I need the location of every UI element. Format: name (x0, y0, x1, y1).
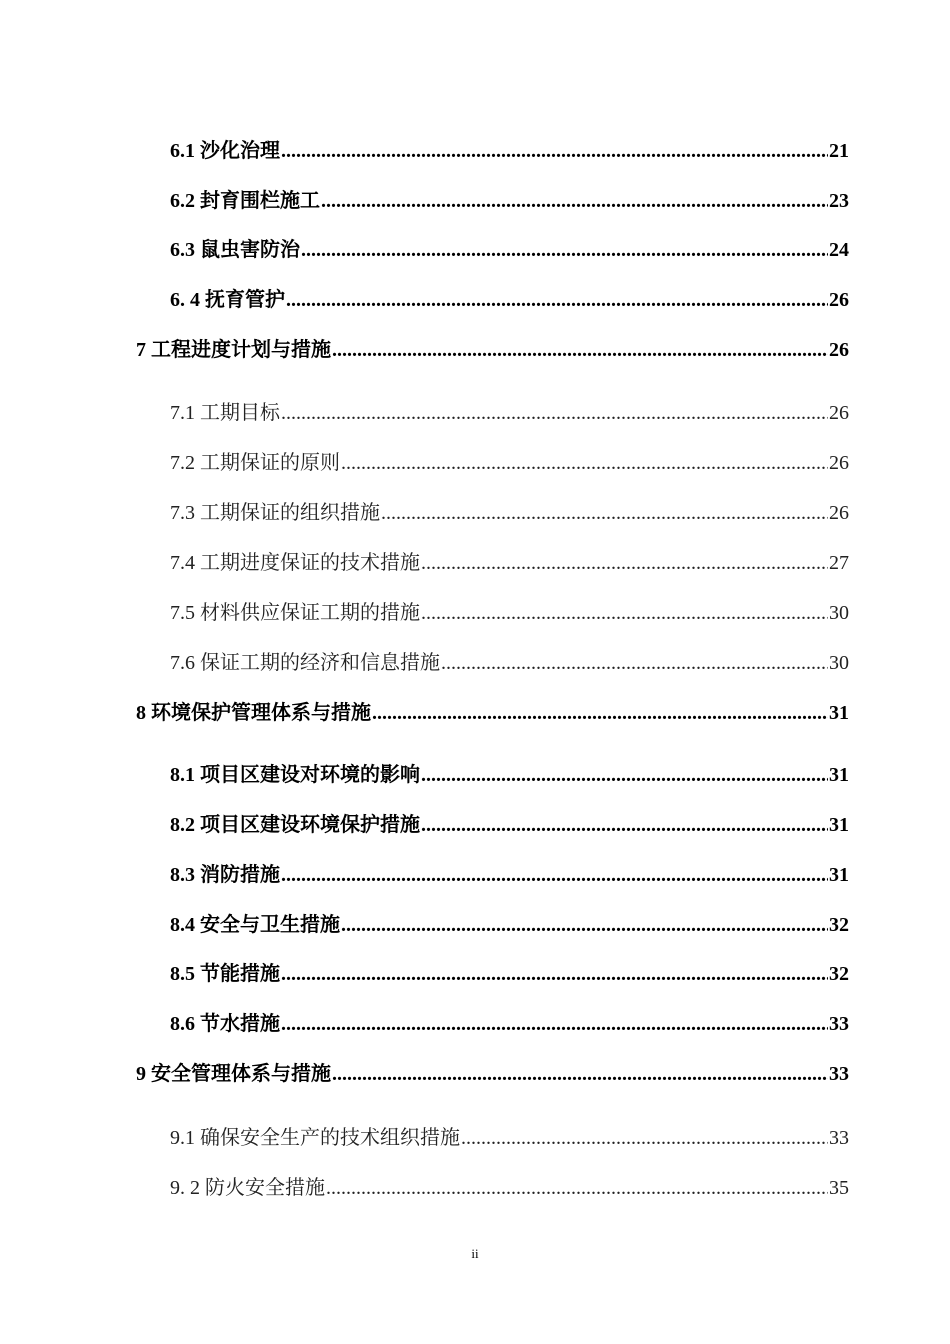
toc-entry[interactable] (170, 761, 849, 789)
dot-leader (381, 499, 828, 527)
toc-entry[interactable] (170, 649, 849, 677)
toc-entry-title: 6.1 沙化治理 (170, 140, 280, 162)
toc-entry[interactable] (170, 187, 849, 215)
toc-entry[interactable] (170, 137, 849, 165)
toc-entry-page: 33 (829, 1063, 849, 1085)
toc-entry-title: 8.3 消防措施 (170, 864, 280, 886)
toc-entry[interactable] (170, 286, 849, 314)
toc-entry-page: 26 (829, 502, 849, 524)
toc-entry-title: 7 工程进度计划与措施 (136, 339, 331, 361)
dot-leader (341, 911, 828, 939)
dot-leader (332, 1060, 828, 1088)
toc-entry[interactable] (170, 449, 849, 477)
toc-entry-page: 26 (829, 289, 849, 311)
dot-leader (281, 1010, 828, 1038)
toc-entry[interactable] (170, 1174, 849, 1202)
toc-entry-title: 7.6 保证工期的经济和信息措施 (170, 652, 440, 674)
toc-entry-page: 33 (829, 1013, 849, 1035)
toc-entry-title: 7.4 工期进度保证的技术措施 (170, 552, 420, 574)
toc-entry-title: 7.1 工期目标 (170, 402, 280, 424)
toc-entry-page: 26 (829, 452, 849, 474)
toc-entry[interactable] (170, 1124, 849, 1152)
dot-leader (341, 449, 828, 477)
page-number-footer: ii (471, 1246, 479, 1261)
dot-leader (281, 137, 828, 165)
toc-entry[interactable] (170, 811, 849, 839)
toc-chapter-entry[interactable] (136, 1060, 849, 1088)
toc-entry[interactable] (170, 399, 849, 427)
toc-entry[interactable] (170, 599, 849, 627)
toc-entry-title: 8.2 项目区建设环境保护措施 (170, 814, 420, 836)
dot-leader (326, 1174, 828, 1202)
toc-entry-page: 27 (829, 552, 849, 574)
dot-leader (281, 399, 828, 427)
toc-entry-title: 7.3 工期保证的组织措施 (170, 502, 380, 524)
toc-entry-title: 8 环境保护管理体系与措施 (136, 702, 371, 724)
toc-entry-title: 8.4 安全与卫生措施 (170, 914, 340, 936)
toc-entry[interactable] (170, 861, 849, 889)
toc-entry-page: 24 (829, 239, 849, 261)
dot-leader (421, 549, 828, 577)
toc-entry-title: 8.6 节水措施 (170, 1013, 280, 1035)
dot-leader (421, 761, 828, 789)
toc-entry-title: 6. 4 抚育管护 (170, 289, 285, 311)
toc-entry-page: 21 (829, 140, 849, 162)
toc-entry-title: 6.3 鼠虫害防治 (170, 239, 300, 261)
toc-entry-page: 32 (829, 914, 849, 936)
dot-leader (441, 649, 828, 677)
dot-leader (421, 599, 828, 627)
toc-chapter-entry[interactable] (136, 336, 849, 364)
toc-entry-page: 32 (829, 963, 849, 985)
toc-entry[interactable] (170, 549, 849, 577)
toc-entry-title: 7.5 材料供应保证工期的措施 (170, 602, 420, 624)
toc-entry[interactable] (170, 1010, 849, 1038)
toc-entry[interactable] (170, 499, 849, 527)
toc-entry[interactable] (170, 236, 849, 264)
dot-leader (461, 1124, 828, 1152)
toc-entry-page: 31 (829, 814, 849, 836)
toc-chapter-entry[interactable] (136, 699, 849, 727)
toc-entry-title: 8.5 节能措施 (170, 963, 280, 985)
toc-entry-page: 31 (829, 764, 849, 786)
toc-entry-page: 30 (829, 602, 849, 624)
dot-leader (372, 699, 828, 727)
dot-leader (281, 960, 828, 988)
toc-entry-page: 31 (829, 702, 849, 724)
toc-entry-title: 8.1 项目区建设对环境的影响 (170, 764, 420, 786)
toc-entry-page: 23 (829, 190, 849, 212)
dot-leader (301, 236, 828, 264)
toc-entry-title: 7.2 工期保证的原则 (170, 452, 340, 474)
dot-leader (421, 811, 828, 839)
toc-entry-page: 26 (829, 402, 849, 424)
dot-leader (281, 861, 828, 889)
toc-entry-page: 26 (829, 339, 849, 361)
dot-leader (321, 187, 828, 215)
toc-entry-title: 6.2 封育围栏施工 (170, 190, 320, 212)
toc-entry[interactable] (170, 911, 849, 939)
toc-entry-title: 9 安全管理体系与措施 (136, 1063, 331, 1085)
toc-entry-title: 9. 2 防火安全措施 (170, 1177, 325, 1199)
toc-entry[interactable] (170, 960, 849, 988)
toc-entry-page: 35 (829, 1177, 849, 1199)
dot-leader (332, 336, 828, 364)
toc-entry-page: 30 (829, 652, 849, 674)
toc-entry-page: 33 (829, 1127, 849, 1149)
toc-entry-title: 9.1 确保安全生产的技术组织措施 (170, 1127, 460, 1149)
toc-entry-page: 31 (829, 864, 849, 886)
dot-leader (286, 286, 828, 314)
